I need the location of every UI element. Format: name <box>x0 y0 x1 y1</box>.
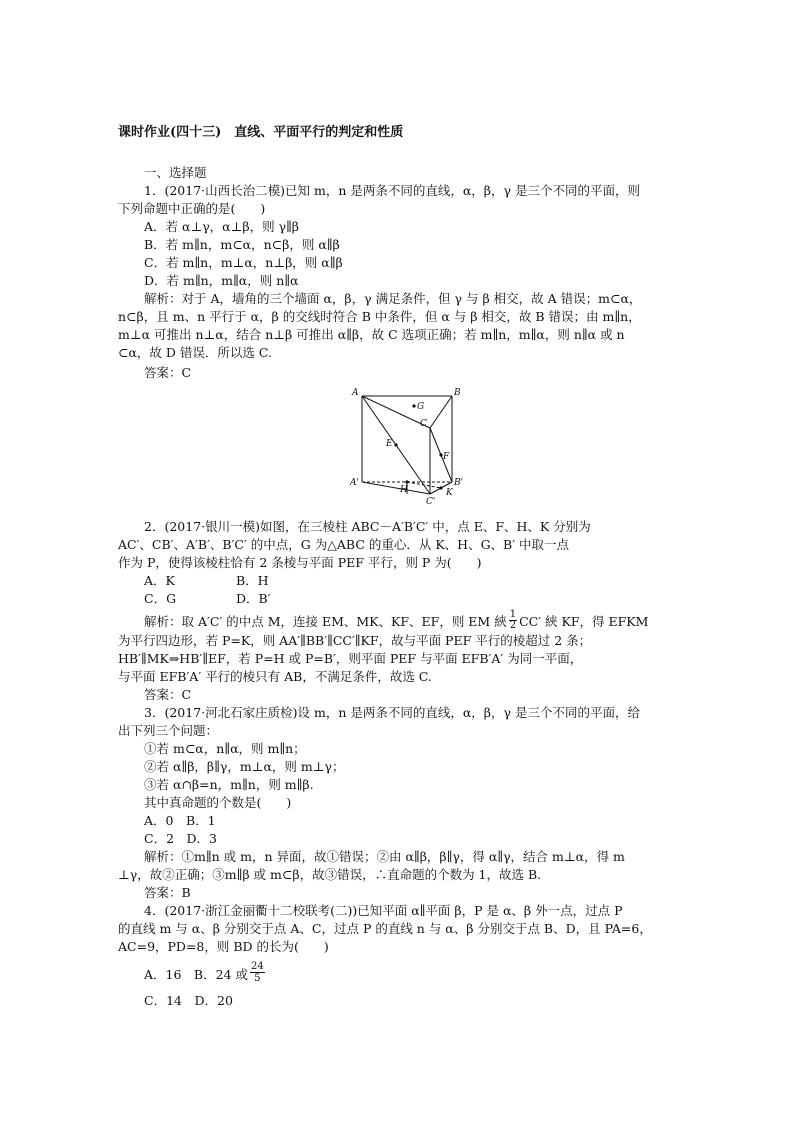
q3-item-1: ①若 m⊂α，n∥α，则 m∥n； <box>144 741 306 756</box>
prism-figure <box>350 386 470 506</box>
fraction-numerator: 24 <box>251 961 264 972</box>
q1-analysis-line3: m⊥α 可推出 n⊥α，结合 n⊥β 可推出 α∥β，故 C 选项正确；若 m∥n，m∥α，则 n∥α 或 n <box>118 327 625 342</box>
q3-stem-line2: 出下列三个问题： <box>118 723 219 738</box>
q1-option-c: C．若 m∥n，m⊥α，n⊥β，则 α∥β <box>144 255 343 270</box>
q2-stem-line2: AC′、CB′、A′B′、B′C′ 的中点，G 为△ABC 的重心．从 K、H、G、B′ 中取一点 <box>118 537 570 552</box>
q1-analysis-line1: 解析：对于 A，墙角的三个墙面 α，β，γ 满足条件，但 γ 与 β 相交，故 A 错误；m⊂α， <box>144 291 642 306</box>
q3-options-ab: A．0 B．1 <box>144 813 216 828</box>
q3-analysis-line1: 解析：①m∥n 或 m，n 异面，故①错误；②由 α∥β，β∥γ，得 α∥γ，结合 m⊥α，得 m <box>144 849 625 864</box>
label-C-prime: C' <box>426 497 436 506</box>
q1-option-d: D．若 m∥n，m∥α，则 n∥α <box>144 273 299 288</box>
label-K: K <box>446 488 453 498</box>
q3-answer: 答案：B <box>144 885 191 900</box>
q2-answer: 答案：C <box>144 687 192 702</box>
label-H: H <box>400 485 408 495</box>
q1-option-b: B．若 m∥n，m⊂α，n⊂β，则 α∥β <box>144 237 340 252</box>
q2-stem-line1: 2．(2017·银川一模)如图，在三棱柱 ABC－A′B′C′ 中，点 E、F、H、K 分别为 <box>144 519 591 534</box>
q2-analysis-line1 <box>144 609 649 631</box>
label-B: B <box>454 388 461 398</box>
q2-option-c: C．G <box>144 591 177 606</box>
q3-analysis-line2: ⊥γ，故②正确；③m∥β 或 m⊂β，故③错误，∴直命题的个数为 1，故选 B. <box>118 867 542 882</box>
q4-option-ab-text: A．16 B．24 或 <box>144 967 248 982</box>
q2-analysis-line1-b: CC′ 綊 KF，得 EFKM <box>519 614 649 629</box>
q4-stem-line1: 4．(2017·浙江金丽衢十二校联考(二))已知平面 α∥平面 β，P 是 α、β 外一点，过点 P <box>144 903 623 918</box>
q2-option-b: B．H <box>236 573 269 588</box>
fraction-half <box>509 610 517 631</box>
fraction-numerator: 1 <box>509 609 517 620</box>
q3-options-cd: C．2 D．3 <box>144 831 217 846</box>
q3-item-3: ③若 α∩β=n，m∥n，则 m∥β. <box>144 777 314 792</box>
label-E: E <box>386 439 393 449</box>
q2-analysis-line2: 为平行四边形，若 P=K，则 AA′∥BB′∥CC′∥KF，故与平面 PEF 平行的棱超过 2 条； <box>118 633 592 648</box>
fraction-denominator: 2 <box>509 620 517 631</box>
q2-stem-line3: 作为 P，使得该棱柱恰有 2 条棱与平面 PEF 平行，则 P 为( ) <box>118 555 482 570</box>
q2-option-d: D．B′ <box>236 591 271 606</box>
label-A: A <box>352 388 359 398</box>
q4-options-ab <box>144 961 265 984</box>
q2-analysis-line3: HB′∥MK⇒HB′∥EF，若 P=H 或 P=B′，则平面 PEF 与平面 EFB′A′ 为同一平面， <box>118 651 583 666</box>
fraction-denominator: 5 <box>254 973 261 984</box>
q2-analysis-line4: 与平面 EFB′A′ 平行的棱只有 AB，不满足条件，故选 C. <box>118 669 432 684</box>
q2-option-a: A．K <box>144 573 175 588</box>
label-G: G <box>417 402 425 412</box>
label-A-prime: A' <box>350 478 359 488</box>
q1-answer: 答案：C <box>144 365 192 380</box>
q4-stem-line3: AC=9，PD=8，则 BD 的长为( ) <box>118 939 329 954</box>
q3-question: 其中真命题的个数是( ) <box>144 795 292 810</box>
q3-stem-line1: 3．(2017·河北石家庄质检)设 m，n 是两条不同的直线，α，β，γ 是三个不同的平面，给 <box>144 705 640 720</box>
label-B-prime: B' <box>454 478 464 488</box>
q2-analysis-line1-a: 解析：取 A′C′ 的中点 M，连接 EM、MK、KF、EF，则 EM 綊 <box>144 614 507 629</box>
q1-stem-line2: 下列命题中正确的是( ) <box>118 201 266 216</box>
fraction-24-5 <box>250 961 265 984</box>
label-C: C <box>420 419 427 429</box>
label-F: F <box>443 452 450 462</box>
q1-analysis-line4: ⊂α，故 D 错误．所以选 C. <box>118 345 272 360</box>
q1-option-a: A．若 α⊥γ，α⊥β，则 γ∥β <box>144 219 300 234</box>
page-title: 课时作业(四十三) 直线、平面平行的判定和性质 <box>118 125 404 140</box>
q4-stem-line2: 的直线 m 与 α、β 分别交于点 A、C，过点 P 的直线 n 与 α、β 分别交于点 B、D，且 PA=6， <box>118 921 652 936</box>
section-heading: 一、选择题 <box>144 165 207 180</box>
q1-stem-line1: 1．(2017·山西长治二模)已知 m，n 是两条不同的直线，α，β，γ 是三个不同的平面，则 <box>144 183 640 198</box>
q1-analysis-line2: n⊂β，且 m、n 平行于 α，β 的交线时符合 B 中条件，但 α 与 β 相交，故 B 错误；由 m∥n， <box>118 309 641 324</box>
q3-item-2: ②若 α∥β，β∥γ，m⊥α，则 m⊥γ； <box>144 759 345 774</box>
q4-options-cd: C．14 D．20 <box>144 993 233 1008</box>
